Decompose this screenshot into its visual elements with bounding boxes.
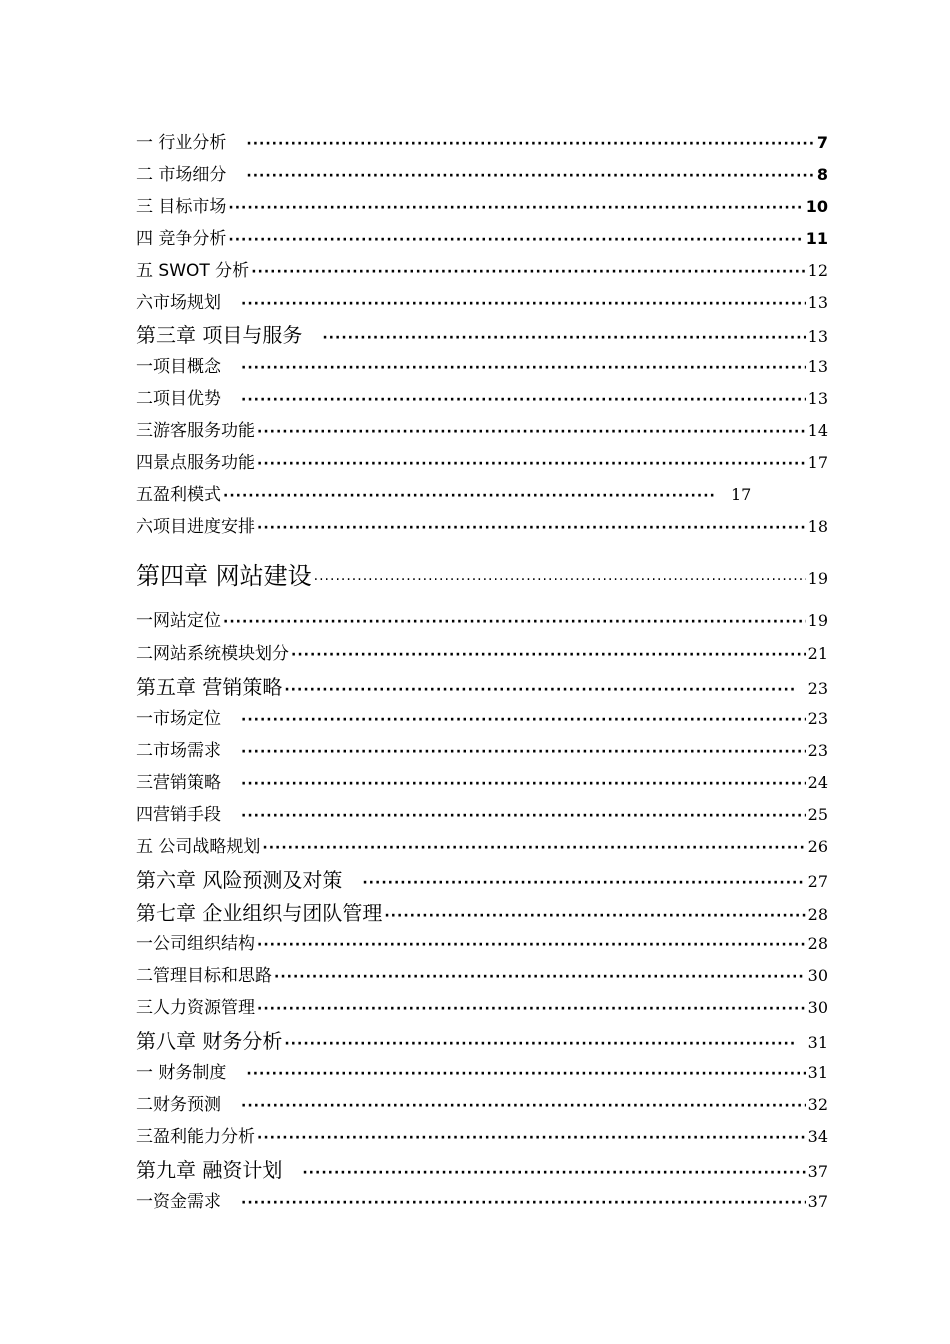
toc-chapter[interactable] <box>136 1154 828 1183</box>
toc-entry-page: 17 <box>731 485 752 504</box>
toc-entry[interactable] <box>136 800 828 825</box>
toc-entry-label: 一 财务制度 <box>136 1063 227 1083</box>
toc-chapter-label: 第八章 财务分析 <box>136 1029 283 1053</box>
toc-entry[interactable] <box>136 993 828 1018</box>
toc-entry-page: 10 <box>805 197 828 216</box>
toc-entry[interactable] <box>136 256 828 281</box>
toc-entry-label: 三 目标市场 <box>136 197 227 217</box>
toc-entry[interactable] <box>136 704 828 729</box>
toc-dot-leader <box>241 360 806 376</box>
toc-entry-label: 一网站定位 <box>136 611 221 631</box>
toc-dot-leader <box>284 1036 795 1052</box>
toc-entry-page: 26 <box>807 837 828 856</box>
toc-entry-label: 四景点服务功能 <box>136 453 255 473</box>
toc-entry[interactable] <box>136 768 828 793</box>
toc-dot-leader <box>274 969 806 985</box>
toc-chapter[interactable] <box>136 319 828 348</box>
toc-entry-page: 28 <box>807 934 828 953</box>
toc-entry[interactable] <box>136 288 828 313</box>
toc-entry-page: 23 <box>807 741 828 760</box>
toc-entry-label: 一市场定位 <box>136 709 221 729</box>
toc-dot-leader <box>302 1165 805 1181</box>
toc-dot-leader <box>257 1130 806 1146</box>
toc-entry-page: 17 <box>807 453 828 472</box>
toc-chapter-label: 第五章 营销策略 <box>136 675 283 699</box>
toc-dot-leader <box>241 1098 806 1114</box>
toc-dot-leader <box>241 776 806 792</box>
toc-chapter-page: 19 <box>807 569 828 588</box>
toc-dot-leader <box>246 1066 805 1082</box>
toc-dot-leader <box>257 456 806 472</box>
toc-entry[interactable] <box>136 961 828 986</box>
toc-entry-label: 三人力资源管理 <box>136 998 255 1018</box>
toc-dot-leader <box>241 296 806 312</box>
toc-entry-label: 五 SWOT 分析 <box>136 261 250 281</box>
toc-entry-page: 31 <box>807 1063 828 1082</box>
toc-entry-page: 13 <box>807 357 828 376</box>
toc-dot-leader <box>223 488 717 504</box>
toc-entry-label: 二财务预测 <box>136 1095 221 1115</box>
toc-entry-page: 13 <box>807 293 828 312</box>
toc-entry-page: 13 <box>807 389 828 408</box>
toc-entry-page: 23 <box>807 709 828 728</box>
toc-entry[interactable] <box>136 1090 828 1115</box>
toc-dot-leader <box>246 136 814 152</box>
toc-entry[interactable] <box>136 606 828 631</box>
toc-dot-leader <box>362 875 805 891</box>
toc-entry[interactable] <box>136 929 828 954</box>
toc-dot-leader <box>251 264 805 280</box>
toc-entry[interactable] <box>136 1122 828 1147</box>
toc-entry-label: 六项目进度安排 <box>136 517 255 537</box>
toc-dot-leader <box>322 330 805 346</box>
toc-entry[interactable] <box>136 736 828 761</box>
toc-chapter-page: 23 <box>807 679 828 698</box>
toc-entry[interactable] <box>136 352 828 377</box>
toc-dot-leader <box>262 840 805 856</box>
toc-entry-page: 12 <box>807 261 828 280</box>
toc-chapter-label: 第三章 项目与服务 <box>136 323 303 347</box>
toc-entry[interactable] <box>136 512 828 537</box>
toc-dot-leader <box>228 200 803 216</box>
toc-entry-page: 14 <box>807 421 828 440</box>
toc-entry[interactable] <box>136 832 828 857</box>
toc-entry-page: 19 <box>807 611 828 630</box>
toc-entry-page: 32 <box>807 1095 828 1114</box>
toc-entry[interactable] <box>136 1058 828 1083</box>
toc-entry[interactable] <box>136 192 828 217</box>
toc-chapter-label: 第四章 网站建设 <box>136 562 312 590</box>
toc-dot-leader <box>257 1001 806 1017</box>
toc-entry-page: 24 <box>807 773 828 792</box>
toc-entry[interactable] <box>136 639 828 664</box>
toc-chapter-page: 27 <box>807 872 828 891</box>
toc-entry-label: 三营销策略 <box>136 773 221 793</box>
toc-entry-label: 二 市场细分 <box>136 165 227 185</box>
toc-chapter[interactable] <box>136 864 828 893</box>
toc-dot-leader <box>241 392 806 408</box>
toc-dot-leader <box>257 937 806 953</box>
toc-dot-leader <box>246 168 814 184</box>
toc-entry-page: 37 <box>807 1192 828 1211</box>
toc-dot-leader <box>241 744 806 760</box>
toc-entry-page: 34 <box>807 1127 828 1146</box>
toc-chapter[interactable] <box>136 897 828 926</box>
toc-entry[interactable] <box>136 416 828 441</box>
toc-entry-label: 四 竞争分析 <box>136 229 227 249</box>
toc-chapter[interactable] <box>136 1025 828 1054</box>
toc-dot-leader <box>223 614 806 630</box>
toc-entry[interactable] <box>136 1187 828 1212</box>
toc-dot-leader <box>257 520 806 536</box>
toc-entry-page: 25 <box>807 805 828 824</box>
toc-chapter-page: 13 <box>807 327 828 346</box>
toc-chapter[interactable] <box>136 556 828 591</box>
toc-dot-leader <box>384 908 805 924</box>
toc-entry[interactable] <box>136 128 828 153</box>
toc-chapter[interactable] <box>136 671 828 700</box>
toc-entry-label: 三游客服务功能 <box>136 421 255 441</box>
toc-dot-leader <box>314 572 806 588</box>
toc-entry-page: 21 <box>807 644 828 663</box>
toc-dot-leader <box>284 682 795 698</box>
toc-entry-label: 一 行业分析 <box>136 133 227 153</box>
toc-entry-label: 一公司组织结构 <box>136 934 255 954</box>
toc-dot-leader <box>241 1195 806 1211</box>
toc-entry-label: 五 公司战略规划 <box>136 837 261 857</box>
toc-entry[interactable] <box>136 224 828 249</box>
toc-chapter-label: 第六章 风险预测及对策 <box>136 868 343 892</box>
toc-entry-label: 一资金需求 <box>136 1192 221 1212</box>
toc-entry-page: 8 <box>816 165 828 184</box>
toc-entry[interactable] <box>136 448 828 473</box>
toc-entry-page: 11 <box>805 229 828 248</box>
toc-entry-page: 30 <box>807 998 828 1017</box>
toc-chapter-label: 第九章 融资计划 <box>136 1158 283 1182</box>
toc-entry-label: 二项目优势 <box>136 389 221 409</box>
toc-entry-label: 二管理目标和思路 <box>136 966 272 986</box>
toc-entry-page: 18 <box>807 517 828 536</box>
toc-entry[interactable] <box>136 384 828 409</box>
toc-dot-leader <box>291 647 806 663</box>
toc-entry-label: 五盈利模式 <box>136 485 221 505</box>
toc-dot-leader <box>241 808 806 824</box>
toc-entry-label: 二市场需求 <box>136 741 221 761</box>
toc-entry-label: 四营销手段 <box>136 805 221 825</box>
toc-dot-leader <box>257 424 806 440</box>
toc-entry[interactable] <box>136 160 828 185</box>
toc-chapter-page: 28 <box>807 905 828 924</box>
toc-entry-page: 30 <box>807 966 828 985</box>
toc-entry-label: 一项目概念 <box>136 357 221 377</box>
toc-chapter-label: 第七章 企业组织与团队管理 <box>136 901 383 925</box>
toc-entry-label: 六市场规划 <box>136 293 221 313</box>
toc-chapter-page: 37 <box>807 1162 828 1181</box>
toc-entry-page: 7 <box>816 133 828 152</box>
toc-chapter-page: 31 <box>807 1033 828 1052</box>
toc-entry-label: 三盈利能力分析 <box>136 1127 255 1147</box>
toc-entry[interactable] <box>136 480 828 505</box>
toc-dot-leader <box>241 712 806 728</box>
toc-dot-leader <box>228 232 803 248</box>
toc-entry-label: 二网站系统模块划分 <box>136 644 289 664</box>
